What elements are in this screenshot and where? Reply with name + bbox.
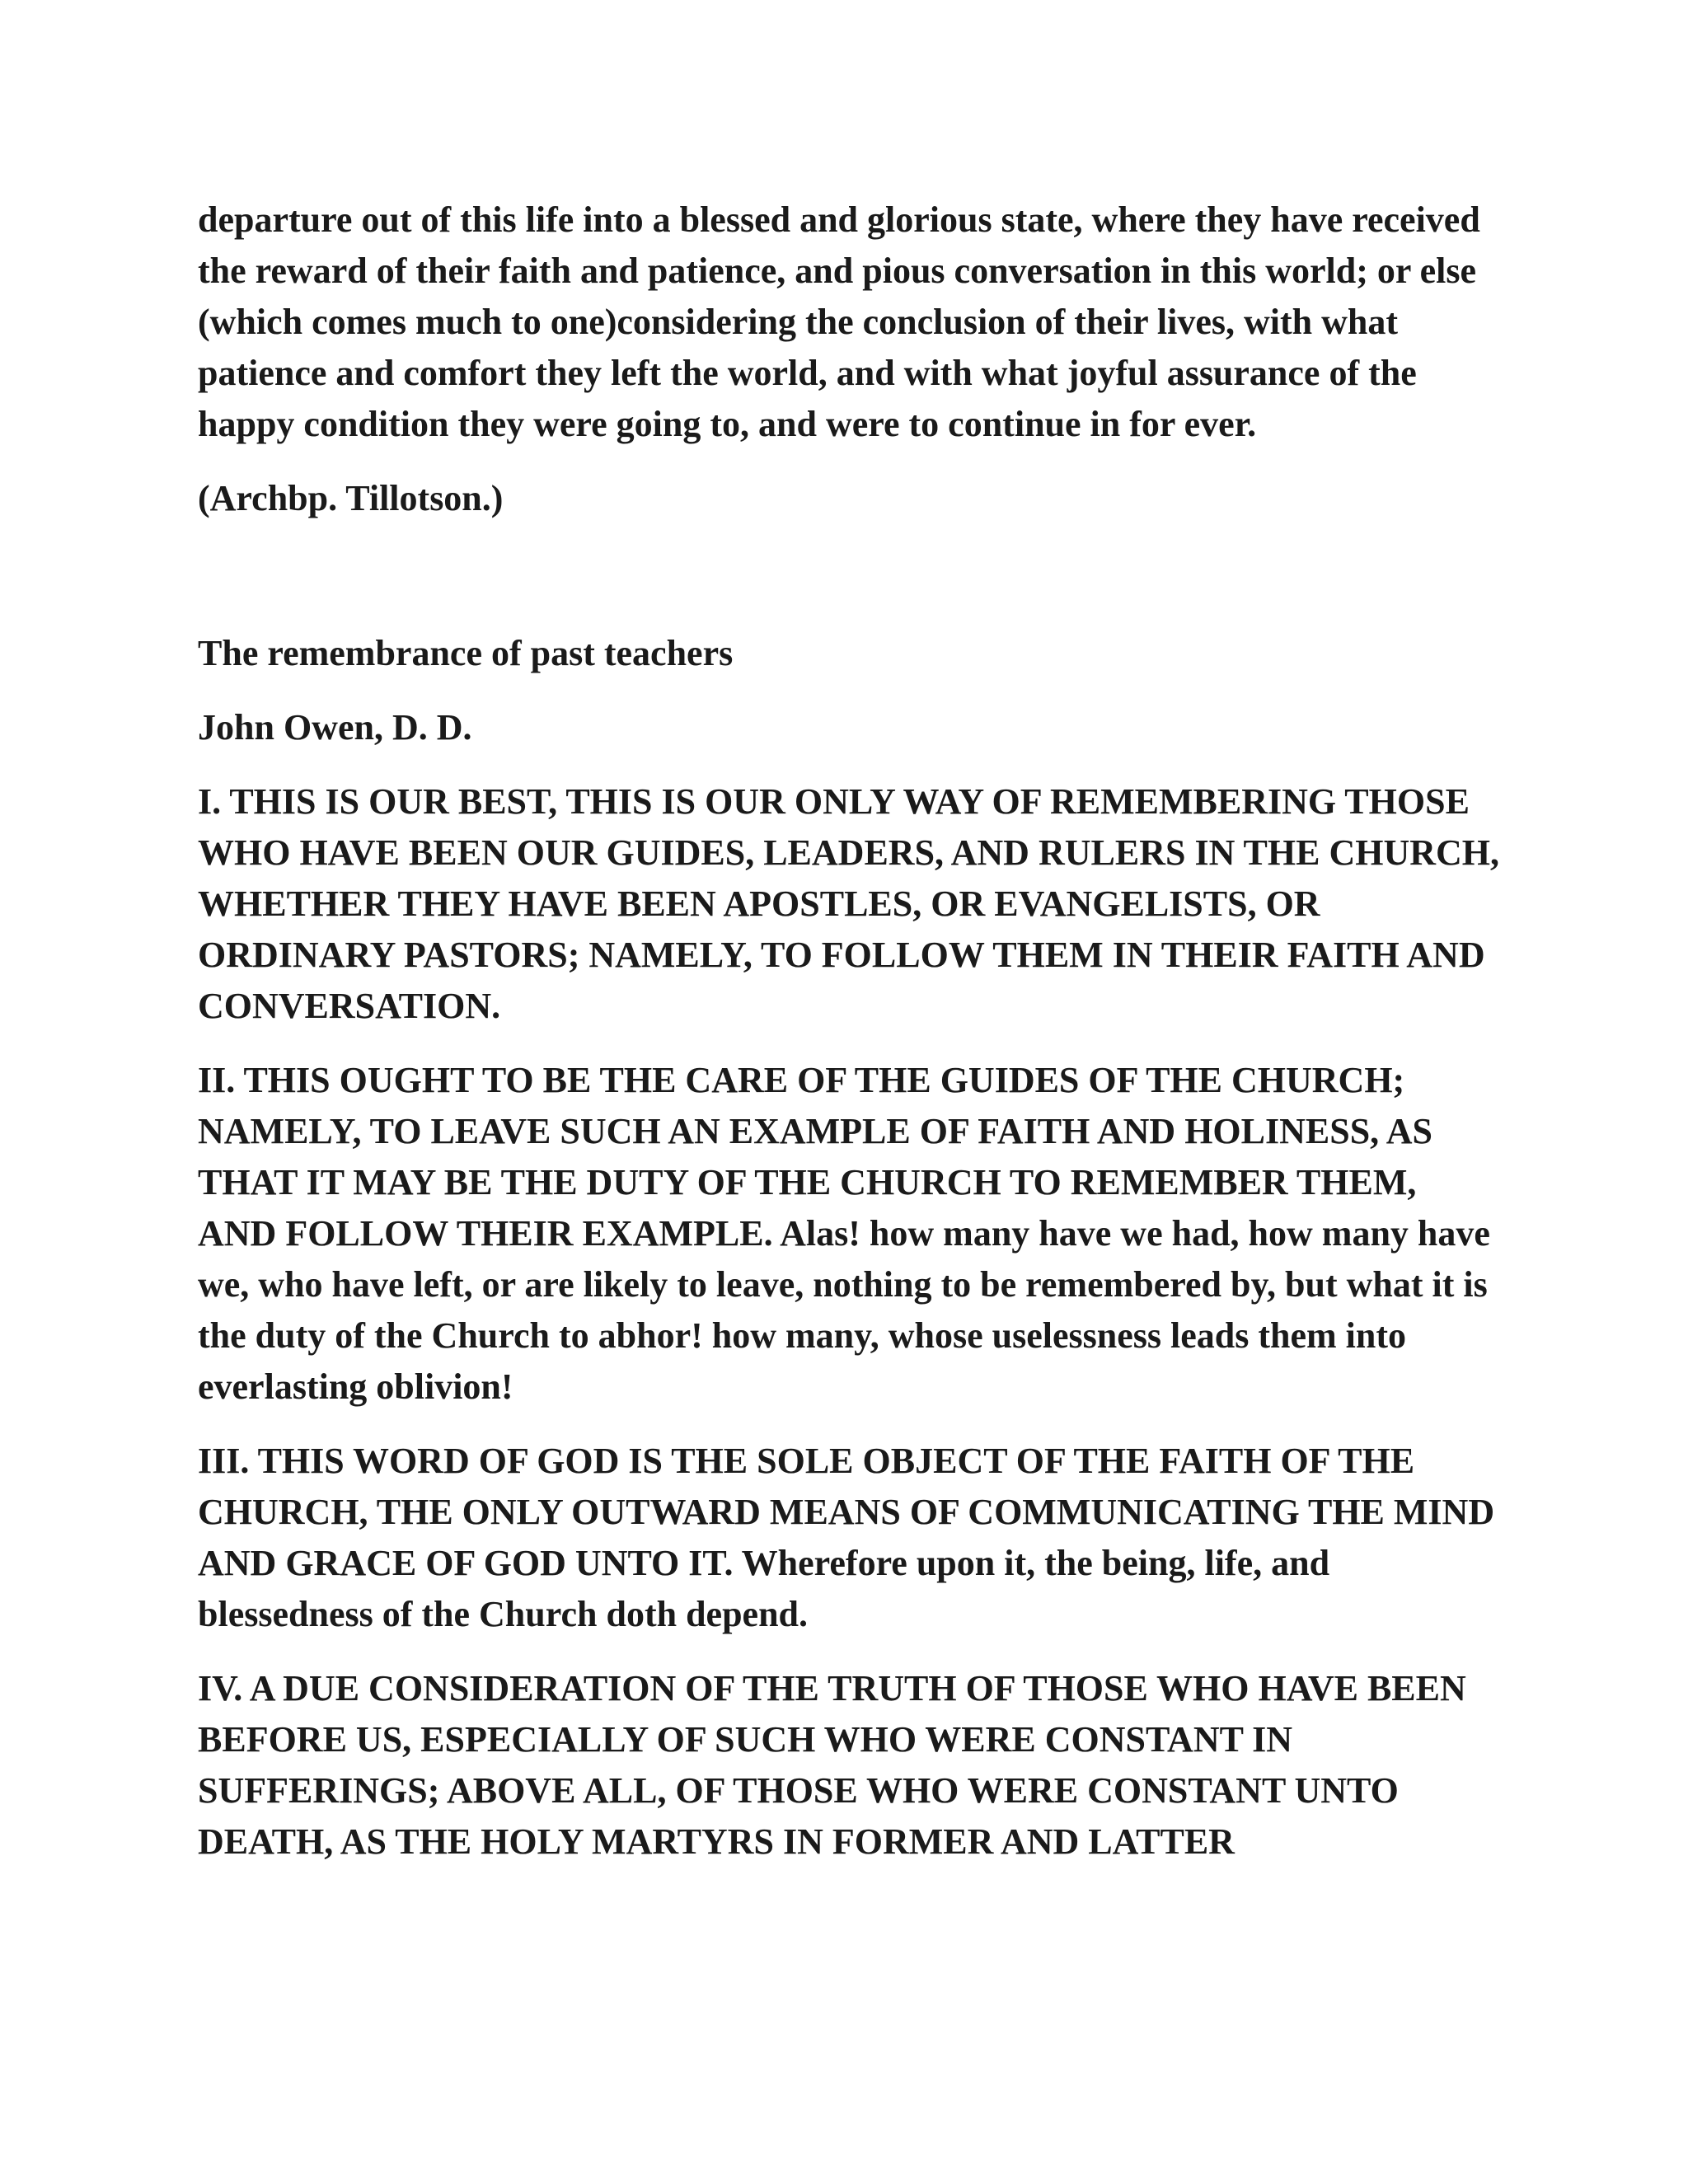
author-line: John Owen, D. D. [198,707,472,748]
point-1-heading: I. THIS IS OUR BEST, THIS IS OUR ONLY WAY OF REMEMBERING THOSE WHO HAVE BEEN OUR GUIDES, LEADERS, AND RULERS IN THE CHURCH, WHETHER THEY HAVE BEEN APOSTLES, OR EVANGELISTS, OR ORDINARY PASTORS; NAMELY, TO FOLLOW THEM IN THEIR FAITH AND CONVERSATION. [198,781,1500,1026]
intro-paragraph: departure out of this life into a blessed and glorious state, where they have received the reward of their faith and patience, and pious conversation in this world; or else (which comes much to one)considering the conclusion of their lives, with what patience and comfort they left the world, and with what joyful assurance of the happy condition they were going to, and were to continue in for ever. [198,199,1480,444]
attribution: (Archbp. Tillotson.) [198,478,504,518]
point-4 [198,1663,1500,1868]
point-1 [198,776,1500,1032]
document-page [198,194,1500,1891]
point-3-text: Wherefore upon it, the being, life, and blessedness of the Church doth depend. [198,1543,1330,1634]
point-2-text: Alas! how many have we had, how many have we, who have left, or are likely to leave, nothing to be remembered by, but what it is the duty of the Church to abhor! how many, whose uselessness leads them into everlasting oblivion! [198,1213,1490,1407]
point-2-heading: II. THIS OUGHT TO BE THE CARE OF THE GUIDES OF THE CHURCH; NAMELY, TO LEAVE SUCH AN EXAMPLE OF FAITH AND HOLINESS, AS THAT IT MAY BE THE DUTY OF THE CHURCH TO REMEMBER THEM, AND FOLLOW THEIR EXAMPLE. [198,1060,1432,1254]
section-title: The remembrance of past teachers [198,633,734,673]
point-3 [198,1436,1500,1640]
point-4-heading: IV. A DUE CONSIDERATION OF THE TRUTH OF THOSE WHO HAVE BEEN BEFORE US, ESPECIALLY OF SUCH WHO WERE CONSTANT IN SUFFERINGS; ABOVE ALL, OF THOSE WHO WERE CONSTANT UNTO DEATH, AS THE HOLY MARTYRS IN FORMER AND LATTER [198,1668,1466,1862]
point-3-heading: III. THIS WORD OF GOD IS THE SOLE OBJECT OF THE FAITH OF THE CHURCH, THE ONLY OUTWARD MEANS OF COMMUNICATING THE MIND AND GRACE OF GOD UNTO IT. [198,1441,1495,1583]
point-2 [198,1055,1500,1413]
